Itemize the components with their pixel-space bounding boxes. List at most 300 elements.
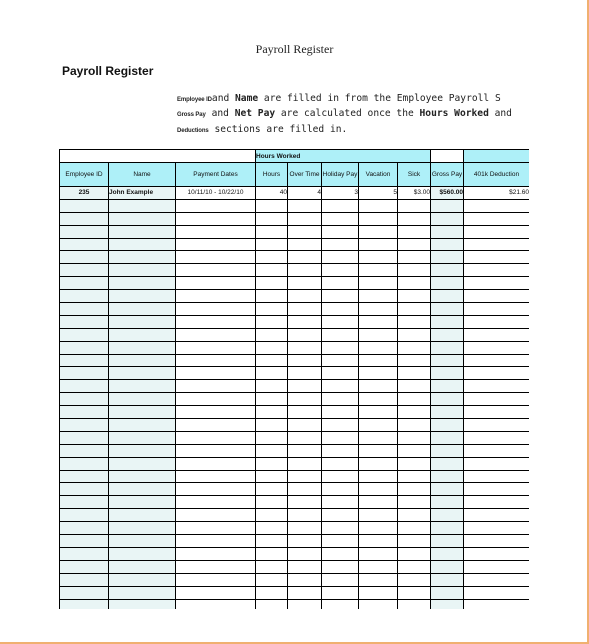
cell-employee-id[interactable] xyxy=(60,522,109,535)
cell-vacation[interactable] xyxy=(359,547,398,560)
cell-name[interactable] xyxy=(109,419,176,432)
cell-holiday-pay[interactable] xyxy=(322,535,359,548)
cell-over-time[interactable] xyxy=(288,573,322,586)
cell-employee-id[interactable] xyxy=(60,444,109,457)
cell-deduction-401k[interactable] xyxy=(464,315,529,328)
cell-sick[interactable] xyxy=(398,367,431,380)
cell-holiday-pay[interactable] xyxy=(322,199,359,212)
cell-gross-pay[interactable] xyxy=(431,406,464,419)
cell-holiday-pay[interactable] xyxy=(322,393,359,406)
cell-gross-pay[interactable] xyxy=(431,393,464,406)
cell-over-time[interactable] xyxy=(288,225,322,238)
cell-gross-pay[interactable] xyxy=(431,225,464,238)
cell-hours[interactable] xyxy=(256,444,288,457)
cell-holiday-pay[interactable] xyxy=(322,457,359,470)
cell-sick[interactable] xyxy=(398,212,431,225)
cell-vacation[interactable]: 5 xyxy=(359,187,398,200)
cell-payment-dates[interactable] xyxy=(176,315,256,328)
cell-deduction-401k[interactable] xyxy=(464,431,529,444)
cell-holiday-pay[interactable] xyxy=(322,251,359,264)
cell-sick[interactable] xyxy=(398,303,431,316)
cell-sick[interactable] xyxy=(398,496,431,509)
cell-gross-pay[interactable] xyxy=(431,328,464,341)
cell-payment-dates[interactable] xyxy=(176,367,256,380)
cell-hours[interactable] xyxy=(256,341,288,354)
cell-employee-id[interactable] xyxy=(60,238,109,251)
cell-over-time[interactable] xyxy=(288,212,322,225)
cell-name[interactable] xyxy=(109,380,176,393)
cell-payment-dates[interactable] xyxy=(176,354,256,367)
cell-deduction-401k[interactable] xyxy=(464,573,529,586)
cell-holiday-pay[interactable] xyxy=(322,225,359,238)
cell-over-time[interactable] xyxy=(288,431,322,444)
cell-over-time[interactable] xyxy=(288,470,322,483)
cell-sick[interactable] xyxy=(398,535,431,548)
cell-hours[interactable] xyxy=(256,419,288,432)
cell-hours[interactable] xyxy=(256,586,288,599)
cell-payment-dates[interactable] xyxy=(176,522,256,535)
cell-payment-dates[interactable] xyxy=(176,560,256,573)
cell-employee-id[interactable] xyxy=(60,354,109,367)
cell-holiday-pay[interactable] xyxy=(322,380,359,393)
cell-holiday-pay[interactable] xyxy=(322,431,359,444)
cell-payment-dates[interactable] xyxy=(176,341,256,354)
cell-deduction-401k[interactable] xyxy=(464,238,529,251)
cell-deduction-401k[interactable] xyxy=(464,535,529,548)
cell-vacation[interactable] xyxy=(359,573,398,586)
cell-payment-dates[interactable] xyxy=(176,251,256,264)
cell-deduction-401k[interactable] xyxy=(464,277,529,290)
cell-employee-id[interactable] xyxy=(60,470,109,483)
cell-deduction-401k[interactable] xyxy=(464,393,529,406)
cell-gross-pay[interactable] xyxy=(431,341,464,354)
cell-gross-pay[interactable] xyxy=(431,586,464,599)
cell-sick[interactable] xyxy=(398,560,431,573)
cell-over-time[interactable] xyxy=(288,341,322,354)
cell-hours[interactable] xyxy=(256,509,288,522)
cell-name[interactable] xyxy=(109,277,176,290)
cell-payment-dates[interactable] xyxy=(176,431,256,444)
cell-name[interactable] xyxy=(109,457,176,470)
cell-gross-pay[interactable] xyxy=(431,354,464,367)
cell-name[interactable] xyxy=(109,483,176,496)
cell-over-time[interactable] xyxy=(288,380,322,393)
cell-employee-id[interactable] xyxy=(60,367,109,380)
cell-vacation[interactable] xyxy=(359,509,398,522)
cell-vacation[interactable] xyxy=(359,586,398,599)
cell-name[interactable] xyxy=(109,290,176,303)
cell-name[interactable] xyxy=(109,573,176,586)
cell-hours[interactable] xyxy=(256,535,288,548)
cell-deduction-401k[interactable] xyxy=(464,290,529,303)
cell-deduction-401k[interactable] xyxy=(464,457,529,470)
cell-deduction-401k[interactable] xyxy=(464,199,529,212)
cell-employee-id[interactable] xyxy=(60,264,109,277)
cell-hours[interactable] xyxy=(256,238,288,251)
cell-employee-id[interactable] xyxy=(60,225,109,238)
cell-over-time[interactable] xyxy=(288,354,322,367)
cell-deduction-401k[interactable] xyxy=(464,586,529,599)
cell-deduction-401k[interactable] xyxy=(464,522,529,535)
cell-hours[interactable] xyxy=(256,264,288,277)
cell-over-time[interactable] xyxy=(288,406,322,419)
cell-employee-id[interactable] xyxy=(60,599,109,609)
cell-sick[interactable] xyxy=(398,419,431,432)
cell-employee-id[interactable] xyxy=(60,277,109,290)
cell-employee-id[interactable] xyxy=(60,547,109,560)
cell-holiday-pay[interactable] xyxy=(322,522,359,535)
cell-name[interactable] xyxy=(109,199,176,212)
cell-holiday-pay[interactable] xyxy=(322,341,359,354)
cell-deduction-401k[interactable] xyxy=(464,483,529,496)
cell-employee-id[interactable] xyxy=(60,457,109,470)
cell-name[interactable] xyxy=(109,225,176,238)
cell-over-time[interactable] xyxy=(288,457,322,470)
cell-name[interactable] xyxy=(109,496,176,509)
cell-sick[interactable] xyxy=(398,290,431,303)
cell-employee-id[interactable] xyxy=(60,431,109,444)
cell-deduction-401k[interactable] xyxy=(464,406,529,419)
cell-payment-dates[interactable] xyxy=(176,547,256,560)
cell-name[interactable] xyxy=(109,560,176,573)
cell-hours[interactable] xyxy=(256,199,288,212)
cell-sick[interactable] xyxy=(398,573,431,586)
cell-vacation[interactable] xyxy=(359,367,398,380)
cell-employee-id[interactable] xyxy=(60,535,109,548)
cell-employee-id[interactable] xyxy=(60,380,109,393)
cell-holiday-pay[interactable] xyxy=(322,303,359,316)
cell-sick[interactable] xyxy=(398,457,431,470)
cell-sick[interactable] xyxy=(398,354,431,367)
cell-hours[interactable] xyxy=(256,483,288,496)
cell-hours[interactable] xyxy=(256,522,288,535)
cell-sick[interactable] xyxy=(398,586,431,599)
cell-gross-pay[interactable] xyxy=(431,457,464,470)
cell-deduction-401k[interactable] xyxy=(464,380,529,393)
cell-deduction-401k[interactable] xyxy=(464,496,529,509)
cell-vacation[interactable] xyxy=(359,315,398,328)
cell-employee-id[interactable] xyxy=(60,496,109,509)
cell-deduction-401k[interactable] xyxy=(464,251,529,264)
cell-vacation[interactable] xyxy=(359,341,398,354)
cell-deduction-401k[interactable] xyxy=(464,341,529,354)
cell-over-time[interactable] xyxy=(288,315,322,328)
cell-hours[interactable] xyxy=(256,496,288,509)
cell-vacation[interactable] xyxy=(359,354,398,367)
cell-sick[interactable] xyxy=(398,264,431,277)
cell-over-time[interactable] xyxy=(288,199,322,212)
cell-hours[interactable] xyxy=(256,328,288,341)
cell-vacation[interactable] xyxy=(359,264,398,277)
cell-holiday-pay[interactable] xyxy=(322,315,359,328)
cell-employee-id[interactable] xyxy=(60,560,109,573)
cell-sick[interactable] xyxy=(398,251,431,264)
cell-hours[interactable] xyxy=(256,560,288,573)
cell-payment-dates[interactable] xyxy=(176,444,256,457)
cell-over-time[interactable] xyxy=(288,290,322,303)
cell-payment-dates[interactable] xyxy=(176,457,256,470)
cell-name[interactable]: John Example xyxy=(109,187,176,200)
cell-vacation[interactable] xyxy=(359,535,398,548)
cell-sick[interactable] xyxy=(398,380,431,393)
cell-hours[interactable] xyxy=(256,277,288,290)
cell-payment-dates[interactable] xyxy=(176,264,256,277)
cell-sick[interactable] xyxy=(398,406,431,419)
cell-deduction-401k[interactable] xyxy=(464,354,529,367)
cell-hours[interactable] xyxy=(256,290,288,303)
cell-gross-pay[interactable] xyxy=(431,264,464,277)
cell-sick[interactable] xyxy=(398,522,431,535)
cell-vacation[interactable] xyxy=(359,560,398,573)
cell-payment-dates[interactable] xyxy=(176,328,256,341)
cell-vacation[interactable] xyxy=(359,431,398,444)
cell-hours[interactable] xyxy=(256,212,288,225)
cell-hours[interactable] xyxy=(256,367,288,380)
cell-vacation[interactable] xyxy=(359,251,398,264)
cell-over-time[interactable] xyxy=(288,277,322,290)
cell-vacation[interactable] xyxy=(359,457,398,470)
cell-holiday-pay[interactable] xyxy=(322,277,359,290)
cell-gross-pay[interactable] xyxy=(431,303,464,316)
cell-vacation[interactable] xyxy=(359,470,398,483)
cell-over-time[interactable] xyxy=(288,522,322,535)
cell-gross-pay[interactable] xyxy=(431,238,464,251)
cell-vacation[interactable] xyxy=(359,393,398,406)
cell-sick[interactable] xyxy=(398,199,431,212)
cell-name[interactable] xyxy=(109,431,176,444)
cell-over-time[interactable]: 4 xyxy=(288,187,322,200)
cell-employee-id[interactable] xyxy=(60,586,109,599)
cell-gross-pay[interactable]: $560.00 xyxy=(431,187,464,200)
cell-name[interactable] xyxy=(109,264,176,277)
cell-deduction-401k[interactable] xyxy=(464,225,529,238)
cell-name[interactable] xyxy=(109,586,176,599)
cell-vacation[interactable] xyxy=(359,406,398,419)
cell-over-time[interactable] xyxy=(288,496,322,509)
cell-payment-dates[interactable] xyxy=(176,290,256,303)
cell-over-time[interactable] xyxy=(288,393,322,406)
cell-holiday-pay[interactable] xyxy=(322,483,359,496)
cell-over-time[interactable] xyxy=(288,535,322,548)
cell-deduction-401k[interactable] xyxy=(464,599,529,609)
cell-gross-pay[interactable] xyxy=(431,212,464,225)
cell-payment-dates[interactable] xyxy=(176,483,256,496)
cell-hours[interactable] xyxy=(256,599,288,609)
cell-deduction-401k[interactable] xyxy=(464,509,529,522)
cell-name[interactable] xyxy=(109,303,176,316)
cell-holiday-pay[interactable] xyxy=(322,599,359,609)
cell-name[interactable] xyxy=(109,341,176,354)
cell-vacation[interactable] xyxy=(359,444,398,457)
cell-vacation[interactable] xyxy=(359,380,398,393)
cell-payment-dates[interactable] xyxy=(176,586,256,599)
cell-payment-dates[interactable] xyxy=(176,470,256,483)
cell-vacation[interactable] xyxy=(359,419,398,432)
cell-holiday-pay[interactable] xyxy=(322,586,359,599)
cell-gross-pay[interactable] xyxy=(431,599,464,609)
cell-employee-id[interactable] xyxy=(60,573,109,586)
cell-vacation[interactable] xyxy=(359,290,398,303)
cell-gross-pay[interactable] xyxy=(431,199,464,212)
cell-over-time[interactable] xyxy=(288,264,322,277)
cell-name[interactable] xyxy=(109,470,176,483)
cell-sick[interactable] xyxy=(398,431,431,444)
cell-hours[interactable] xyxy=(256,393,288,406)
cell-sick[interactable] xyxy=(398,599,431,609)
cell-vacation[interactable] xyxy=(359,238,398,251)
cell-sick[interactable] xyxy=(398,444,431,457)
cell-payment-dates[interactable] xyxy=(176,573,256,586)
cell-hours[interactable] xyxy=(256,354,288,367)
cell-gross-pay[interactable] xyxy=(431,431,464,444)
cell-over-time[interactable] xyxy=(288,483,322,496)
cell-holiday-pay[interactable] xyxy=(322,419,359,432)
cell-employee-id[interactable] xyxy=(60,509,109,522)
cell-over-time[interactable] xyxy=(288,419,322,432)
cell-over-time[interactable] xyxy=(288,560,322,573)
cell-sick[interactable] xyxy=(398,328,431,341)
cell-vacation[interactable] xyxy=(359,225,398,238)
cell-name[interactable] xyxy=(109,535,176,548)
cell-gross-pay[interactable] xyxy=(431,573,464,586)
cell-hours[interactable]: 40 xyxy=(256,187,288,200)
cell-deduction-401k[interactable] xyxy=(464,560,529,573)
cell-holiday-pay[interactable] xyxy=(322,444,359,457)
cell-deduction-401k[interactable] xyxy=(464,328,529,341)
cell-deduction-401k[interactable] xyxy=(464,547,529,560)
cell-deduction-401k[interactable] xyxy=(464,444,529,457)
cell-employee-id[interactable] xyxy=(60,393,109,406)
cell-sick[interactable] xyxy=(398,483,431,496)
cell-holiday-pay[interactable] xyxy=(322,264,359,277)
cell-sick[interactable] xyxy=(398,393,431,406)
cell-hours[interactable] xyxy=(256,470,288,483)
cell-payment-dates[interactable] xyxy=(176,393,256,406)
cell-over-time[interactable] xyxy=(288,328,322,341)
cell-name[interactable] xyxy=(109,444,176,457)
cell-payment-dates[interactable] xyxy=(176,406,256,419)
cell-employee-id[interactable] xyxy=(60,406,109,419)
cell-vacation[interactable] xyxy=(359,199,398,212)
cell-deduction-401k[interactable] xyxy=(464,264,529,277)
cell-sick[interactable] xyxy=(398,547,431,560)
cell-hours[interactable] xyxy=(256,406,288,419)
cell-hours[interactable] xyxy=(256,431,288,444)
cell-name[interactable] xyxy=(109,354,176,367)
cell-gross-pay[interactable] xyxy=(431,470,464,483)
cell-sick[interactable]: $3.00 xyxy=(398,187,431,200)
cell-payment-dates[interactable] xyxy=(176,380,256,393)
cell-vacation[interactable] xyxy=(359,496,398,509)
cell-hours[interactable] xyxy=(256,303,288,316)
cell-hours[interactable] xyxy=(256,457,288,470)
cell-holiday-pay[interactable] xyxy=(322,470,359,483)
cell-deduction-401k[interactable] xyxy=(464,367,529,380)
cell-gross-pay[interactable] xyxy=(431,560,464,573)
cell-holiday-pay[interactable] xyxy=(322,547,359,560)
cell-sick[interactable] xyxy=(398,470,431,483)
cell-name[interactable] xyxy=(109,406,176,419)
cell-sick[interactable] xyxy=(398,341,431,354)
cell-gross-pay[interactable] xyxy=(431,315,464,328)
cell-payment-dates[interactable] xyxy=(176,496,256,509)
cell-payment-dates[interactable] xyxy=(176,238,256,251)
cell-holiday-pay[interactable]: 3 xyxy=(322,187,359,200)
cell-gross-pay[interactable] xyxy=(431,419,464,432)
cell-over-time[interactable] xyxy=(288,303,322,316)
cell-hours[interactable] xyxy=(256,251,288,264)
cell-deduction-401k[interactable] xyxy=(464,419,529,432)
cell-name[interactable] xyxy=(109,547,176,560)
cell-name[interactable] xyxy=(109,238,176,251)
cell-payment-dates[interactable] xyxy=(176,277,256,290)
cell-payment-dates[interactable] xyxy=(176,212,256,225)
cell-sick[interactable] xyxy=(398,225,431,238)
cell-employee-id[interactable] xyxy=(60,419,109,432)
cell-deduction-401k[interactable] xyxy=(464,470,529,483)
cell-name[interactable] xyxy=(109,251,176,264)
cell-over-time[interactable] xyxy=(288,367,322,380)
cell-sick[interactable] xyxy=(398,238,431,251)
cell-over-time[interactable] xyxy=(288,509,322,522)
cell-name[interactable] xyxy=(109,509,176,522)
cell-deduction-401k[interactable] xyxy=(464,303,529,316)
cell-holiday-pay[interactable] xyxy=(322,560,359,573)
cell-payment-dates[interactable]: 10/11/10 - 10/22/10 xyxy=(176,187,256,200)
cell-over-time[interactable] xyxy=(288,599,322,609)
cell-name[interactable] xyxy=(109,599,176,609)
cell-name[interactable] xyxy=(109,393,176,406)
cell-gross-pay[interactable] xyxy=(431,277,464,290)
cell-hours[interactable] xyxy=(256,225,288,238)
cell-vacation[interactable] xyxy=(359,212,398,225)
cell-payment-dates[interactable] xyxy=(176,199,256,212)
cell-hours[interactable] xyxy=(256,315,288,328)
cell-holiday-pay[interactable] xyxy=(322,354,359,367)
cell-employee-id[interactable] xyxy=(60,251,109,264)
cell-vacation[interactable] xyxy=(359,599,398,609)
cell-over-time[interactable] xyxy=(288,238,322,251)
cell-gross-pay[interactable] xyxy=(431,251,464,264)
cell-employee-id[interactable] xyxy=(60,199,109,212)
cell-sick[interactable] xyxy=(398,315,431,328)
cell-vacation[interactable] xyxy=(359,483,398,496)
cell-sick[interactable] xyxy=(398,277,431,290)
cell-hours[interactable] xyxy=(256,547,288,560)
cell-employee-id[interactable] xyxy=(60,290,109,303)
cell-over-time[interactable] xyxy=(288,251,322,264)
cell-gross-pay[interactable] xyxy=(431,483,464,496)
cell-gross-pay[interactable] xyxy=(431,290,464,303)
cell-over-time[interactable] xyxy=(288,547,322,560)
cell-over-time[interactable] xyxy=(288,586,322,599)
cell-gross-pay[interactable] xyxy=(431,367,464,380)
cell-gross-pay[interactable] xyxy=(431,380,464,393)
cell-holiday-pay[interactable] xyxy=(322,238,359,251)
cell-holiday-pay[interactable] xyxy=(322,290,359,303)
cell-vacation[interactable] xyxy=(359,328,398,341)
cell-hours[interactable] xyxy=(256,573,288,586)
cell-holiday-pay[interactable] xyxy=(322,367,359,380)
cell-gross-pay[interactable] xyxy=(431,444,464,457)
cell-name[interactable] xyxy=(109,367,176,380)
cell-employee-id[interactable] xyxy=(60,328,109,341)
cell-vacation[interactable] xyxy=(359,522,398,535)
cell-name[interactable] xyxy=(109,522,176,535)
cell-holiday-pay[interactable] xyxy=(322,406,359,419)
cell-over-time[interactable] xyxy=(288,444,322,457)
cell-gross-pay[interactable] xyxy=(431,496,464,509)
